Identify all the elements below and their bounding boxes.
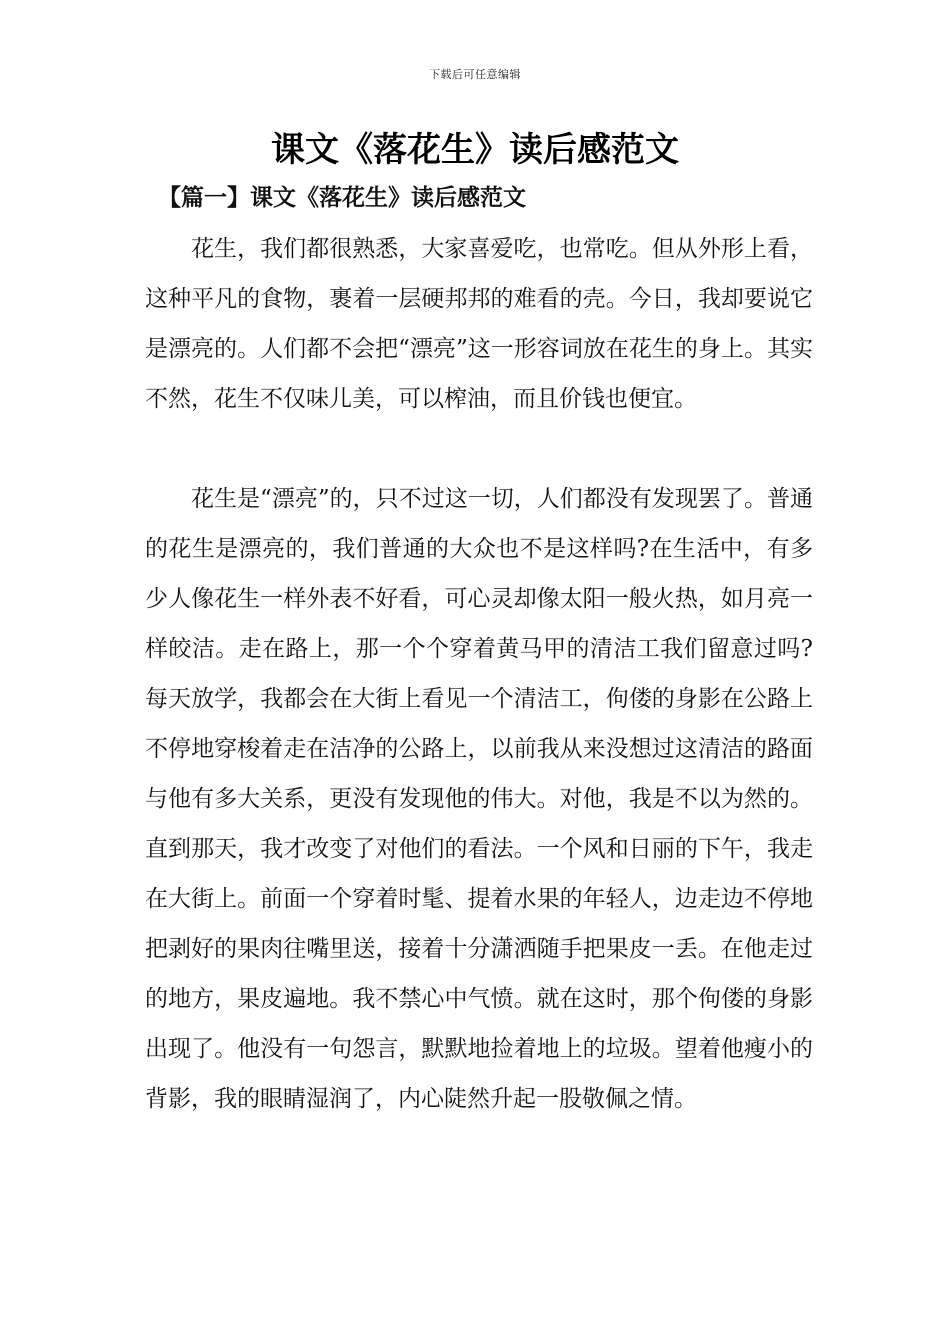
document-title: 课文《落花生》读后感范文: [271, 130, 679, 170]
body-paragraph-2: 花生是“漂亮”的，只不过这一切，人们都没有发现罢了。普通的花生是漂亮的，我们普通的大众也不是这样吗?在生活中，有多少人像花生一样外表不好看，可心灵却像太阳一般火热，如月亮一样皎洁。走在路上，那一个个穿着黄马甲的清洁工我们留意过吗?每天放学，我都会在大街上看见一个清洁工，佝偻的身影在公路上不停地穿梭着走在洁净的公路上，以前我从来没想过这清洁的路面与他有多大关系，更没有发现他的伟大。对他，我是不以为然的。直到那天，我才改变了对他们的看法。一个风和日丽的下午，我走在大街上。前面一个穿着时髦、提着水果的年轻人，边走边不停地把剥好的果肉往嘴里送，接着十分潇洒随手把果皮一丢。在他走过的地方，果皮遍地。我不禁心中气愤。就在这时，那个佝偻的身影出现了。他没有一句怨言，默默地捡着地上的垃圾。望着他瘦小的背影，我的眼睛湿润了，内心陡然升起一股敬佩之情。: [145, 486, 813, 1112]
page-header-note: 下载后可任意编辑: [429, 68, 521, 81]
body-paragraph-1: 花生，我们都很熟悉，大家喜爱吃，也常吃。但从外形上看，这种平凡的食物，裹着一层硬邦邦的难看的壳。今日，我却要说它是漂亮的。人们都不会把“漂亮”这一形容词放在花生的身上。其实不然，花生不仅味儿美，可以榨油，而且价钱也便宜。: [145, 236, 813, 412]
section-heading: 【篇一】课文《落花生》读后感范文: [158, 184, 526, 211]
